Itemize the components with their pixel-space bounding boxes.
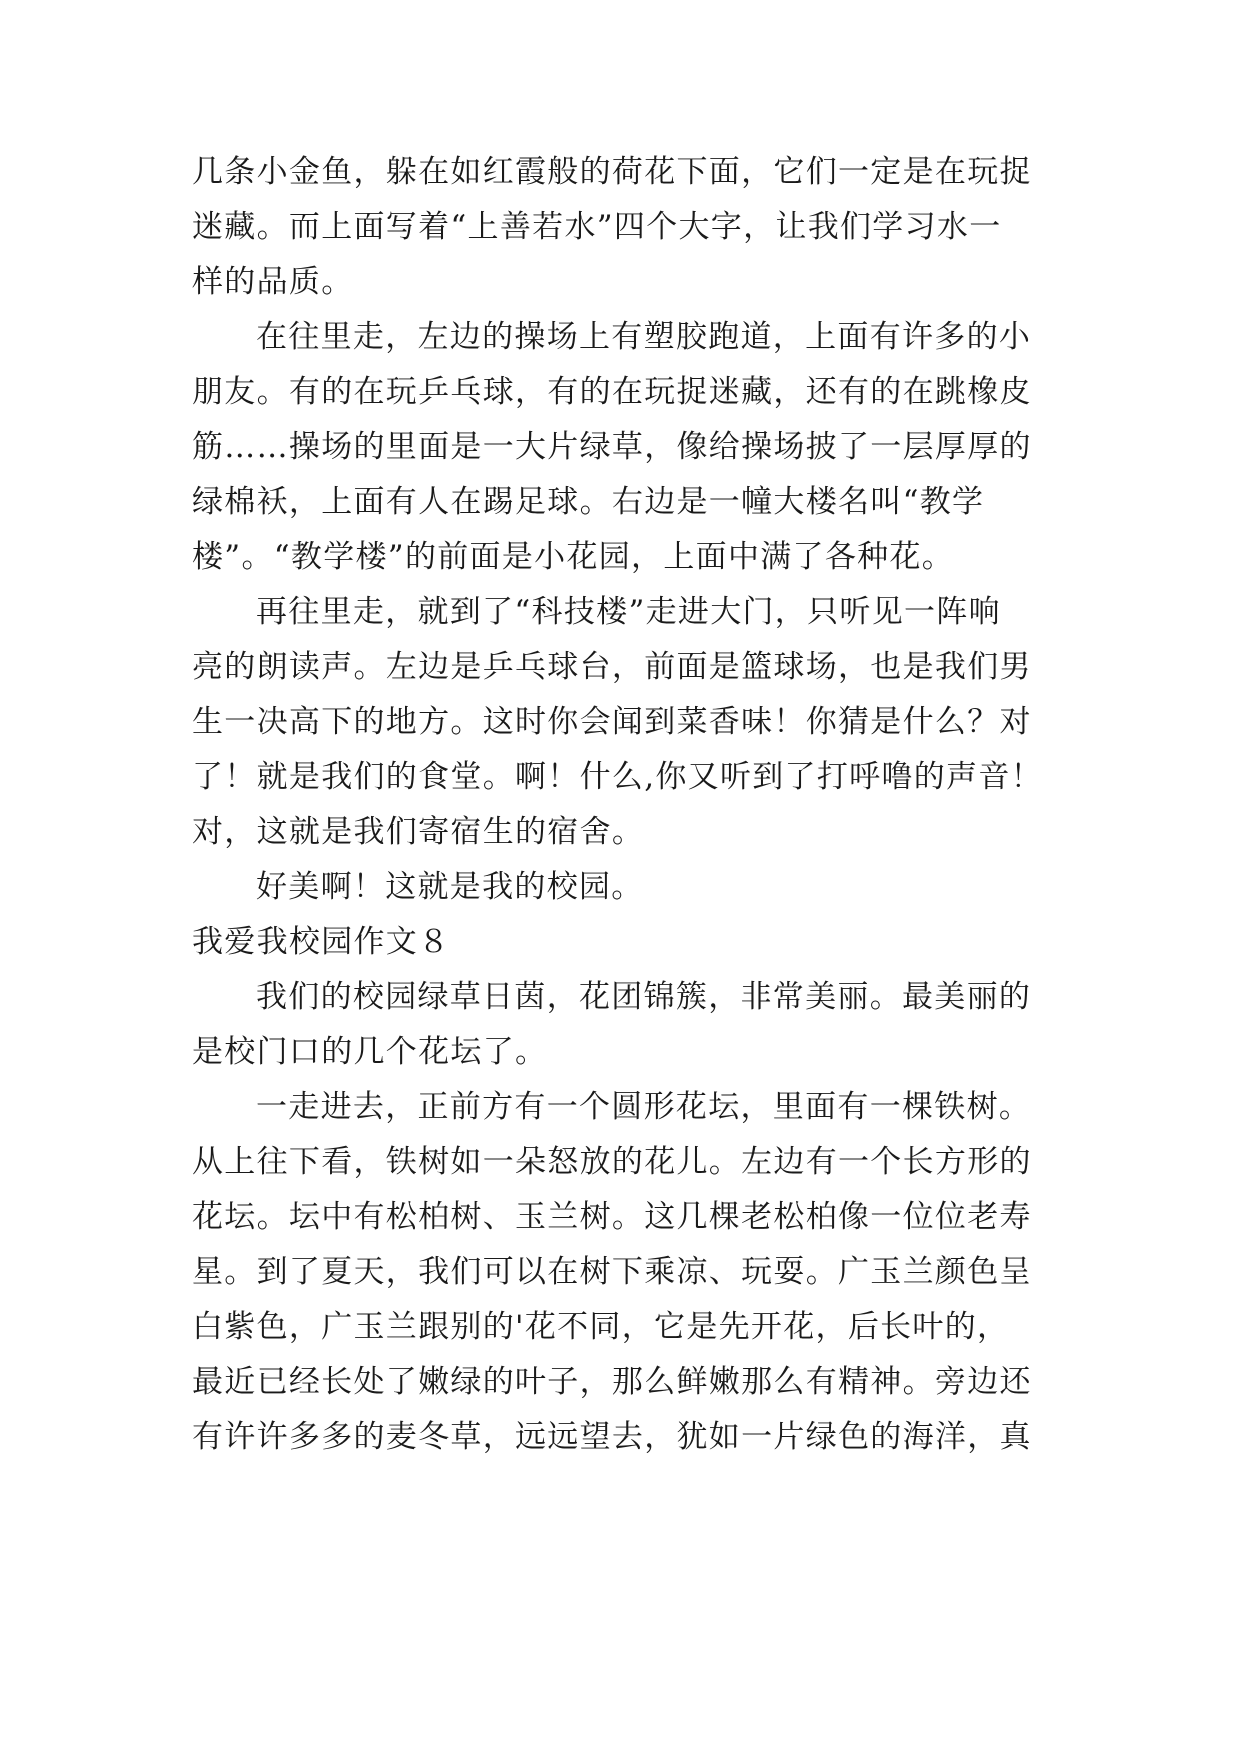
text-line: 绿棉袄，上面有人在踢足球。右边是一幢大楼名叫“教学	[192, 484, 985, 520]
text-line: 了！就是我们的食堂。啊！什么,你又听到了打呼噜的声音！	[192, 759, 1043, 795]
text-line: 从上往下看，铁树如一朵怒放的花儿。左边有一个长方形的	[192, 1144, 1032, 1180]
text-line: 星。到了夏天，我们可以在树下乘凉、玩耍。广玉兰颜色呈	[192, 1254, 1032, 1290]
text-line: 迷藏。而上面写着“上善若水”四个大字，让我们学习水一	[192, 209, 1002, 245]
text-line: 朋友。有的在玩乒乓球，有的在玩捉迷藏，还有的在跳橡皮	[192, 374, 1032, 410]
text-line: 白紫色，广玉兰跟别的'花不同，它是先开花，后长叶的，	[192, 1309, 1010, 1345]
text-line: 最近已经长处了嫩绿的叶子，那么鲜嫩那么有精神。旁边还	[192, 1364, 1032, 1400]
text-line: 对，这就是我们寄宿生的宿舍。	[192, 814, 645, 850]
text-line: 筋……操场的里面是一大片绿草，像给操场披了一层厚厚的	[192, 429, 1032, 465]
text-line: 生一决高下的地方。这时你会闻到菜香味！你猜是什么？对	[192, 704, 1032, 740]
section-heading: 我爱我校园作文８	[192, 924, 451, 960]
text-line: 花坛。坛中有松柏树、玉兰树。这几棵老松柏像一位位老寿	[192, 1199, 1032, 1235]
paragraph-first-line: 一走进去，正前方有一个圆形花坛，里面有一棵铁树。	[256, 1089, 1032, 1125]
paragraph-first-line: 再往里走，就到了“科技楼”走进大门，只听见一阵响	[256, 594, 1001, 630]
text-line: 亮的朗读声。左边是乒乓球台，前面是篮球场，也是我们男	[192, 649, 1032, 685]
text-line: 是校门口的几个花坛了。	[192, 1034, 548, 1070]
paragraph-first-line: 好美啊！这就是我的校园。	[256, 869, 644, 905]
text-line: 楼”。“教学楼”的前面是小花园，上面中满了各种花。	[192, 539, 955, 575]
paragraph-first-line: 在往里走，左边的操场上有塑胶跑道，上面有许多的小	[256, 319, 1032, 355]
paragraph-first-line: 我们的校园绿草日茵，花团锦簇，非常美丽。最美丽的	[256, 979, 1032, 1015]
text-line: 样的品质。	[192, 264, 354, 300]
text-line: 有许许多多的麦冬草，远远望去，犹如一片绿色的海洋，真	[192, 1419, 1032, 1455]
text-line: 几条小金鱼，躲在如红霞般的荷花下面，它们一定是在玩捉	[192, 154, 1032, 190]
